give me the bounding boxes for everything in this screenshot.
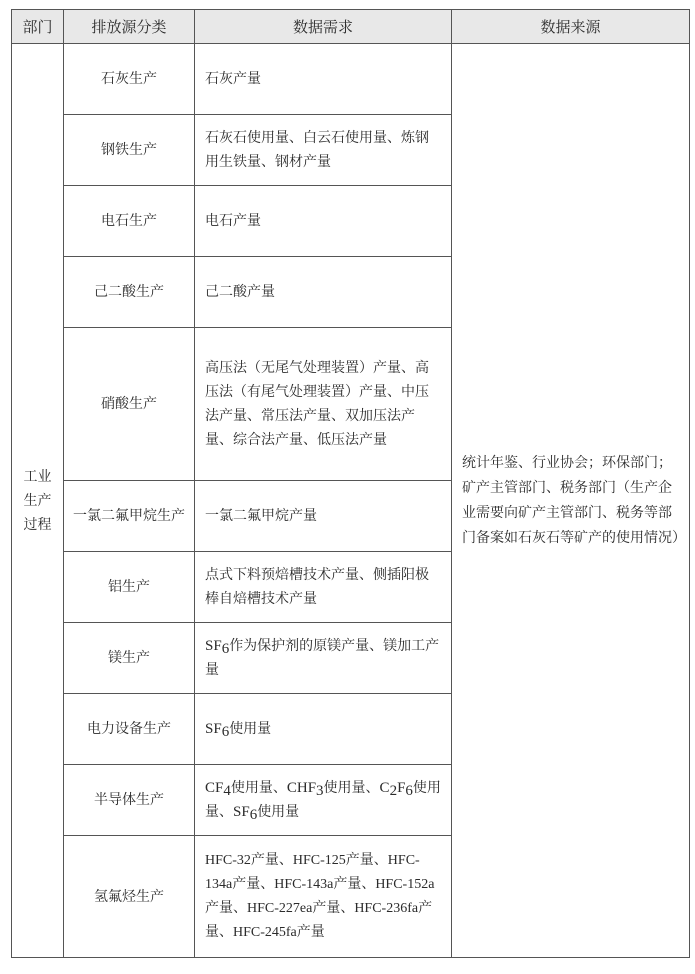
requirement-cell: 石灰石使用量、白云石使用量、炼钢用生铁量、钢材产量 xyxy=(195,115,452,186)
category-cell: 硝酸生产 xyxy=(64,328,195,481)
formula-text: SF xyxy=(233,804,250,820)
requirement-cell: HFC-32产量、HFC-125产量、HFC-134a产量、HFC-143a产量、HFC-152a产量、HFC-227ea产量、HFC-236fa产量、HFC-245fa产量 xyxy=(195,836,452,958)
category-cell: 镁生产 xyxy=(64,623,195,694)
requirement-cell: 电石产量 xyxy=(195,186,452,257)
formula-subscript: 4 xyxy=(223,783,231,799)
department-line: 生产 xyxy=(23,492,52,509)
header-data-requirement: 数据需求 xyxy=(195,10,452,44)
category-cell: 一氯二氟甲烷生产 xyxy=(64,481,195,552)
requirement-cell xyxy=(195,765,452,836)
formula-subscript: 2 xyxy=(389,783,398,799)
category-cell: 氢氟烃生产 xyxy=(64,836,195,958)
department-line: 工业 xyxy=(23,468,52,485)
category-cell: 铝生产 xyxy=(64,552,195,623)
requirement-cell xyxy=(195,694,452,765)
requirement-cell: 己二酸产量 xyxy=(195,257,452,328)
department-cell xyxy=(12,44,64,958)
requirement-text: 使用量 xyxy=(229,721,272,737)
requirement-text: 使用量、 xyxy=(323,780,380,796)
formula-text: SF xyxy=(205,638,222,654)
category-cell: 钢铁生产 xyxy=(64,115,195,186)
category-cell: 己二酸生产 xyxy=(64,257,195,328)
formula-text: CHF xyxy=(286,780,317,796)
emission-data-table xyxy=(11,9,690,958)
formula-subscript: 6 xyxy=(249,807,258,823)
requirement-text: 作为保护剂的原镁产量、镁加工产量 xyxy=(205,638,440,678)
requirement-cell: 一氯二氟甲烷产量 xyxy=(195,481,452,552)
formula-subscript: 6 xyxy=(221,724,230,740)
category-cell: 电力设备生产 xyxy=(64,694,195,765)
formula-subscript: 6 xyxy=(405,783,413,799)
category-cell: 石灰生产 xyxy=(64,44,195,115)
category-cell: 半导体生产 xyxy=(64,765,195,836)
formula-subscript: 3 xyxy=(316,783,324,799)
formula-text: C xyxy=(379,780,390,796)
category-cell: 电石生产 xyxy=(64,186,195,257)
requirement-text: 使用量、 xyxy=(230,780,287,796)
requirement-text: 使用量、 xyxy=(205,780,441,820)
requirement-cell: 点式下料预焙槽技术产量、侧插阳极棒自焙槽技术产量 xyxy=(195,552,452,623)
department-line: 过程 xyxy=(23,516,52,533)
header-data-source: 数据来源 xyxy=(452,10,690,44)
requirement-cell: 高压法（无尾气处理装置）产量、高压法（有尾气处理装置）产量、中压法产量、常压法产量、双加压法产量、综合法产量、低压法产量 xyxy=(195,328,452,481)
header-row xyxy=(12,10,690,44)
table-row xyxy=(12,44,690,115)
requirement-cell: 石灰产量 xyxy=(195,44,452,115)
formula-text: SF xyxy=(205,721,222,737)
formula-text: F xyxy=(397,780,406,796)
formula-subscript: 6 xyxy=(221,641,230,657)
header-emission-category: 排放源分类 xyxy=(64,10,195,44)
requirement-text: 使用量 xyxy=(257,804,300,820)
formula-text: CF xyxy=(205,780,224,796)
header-department: 部门 xyxy=(12,10,64,44)
requirement-cell xyxy=(195,623,452,694)
data-source-cell: 统计年鉴、行业协会；环保部门；矿产主管部门、税务部门（生产企业需要向矿产主管部门、税务等部门备案如石灰石等矿产的使用情况） xyxy=(452,44,690,958)
